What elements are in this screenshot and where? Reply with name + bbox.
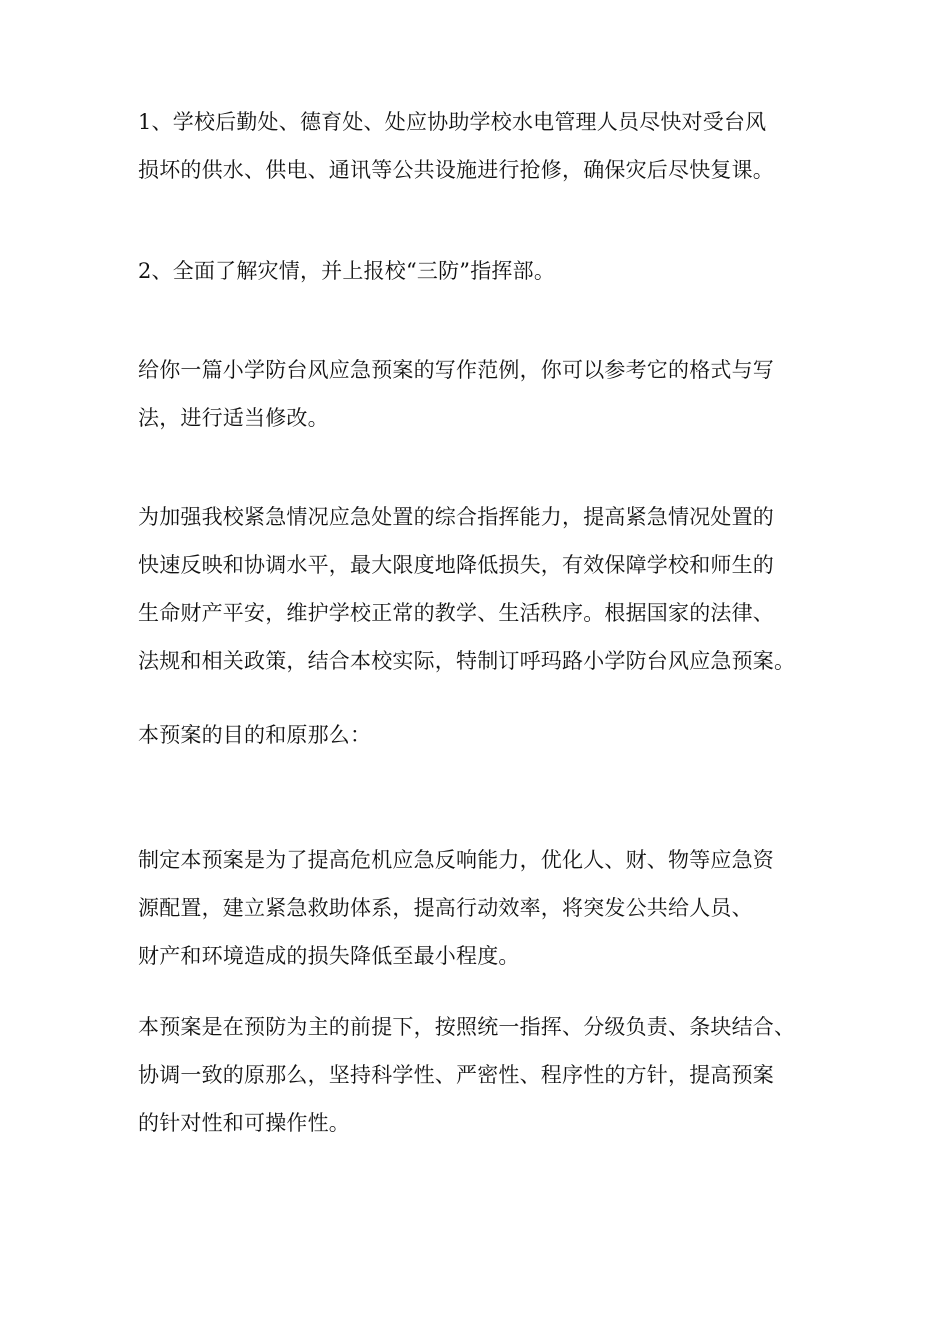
text-line: 快速反映和协调水平，最大限度地降低损失，有效保障学校和师生的 bbox=[138, 553, 774, 577]
text-line: 本预案的目的和原那么： bbox=[138, 723, 372, 747]
text-line: 给你一篇小学防台风应急预案的写作范例，你可以参考它的格式与写 bbox=[138, 358, 774, 382]
text-line: 2、全面了解灾情，并上报校“三防”指挥部。 bbox=[138, 259, 556, 283]
text-line: 协调一致的原那么，坚持科学性、严密性、程序性的方针，提高预案 bbox=[138, 1063, 774, 1087]
paragraph-report-disaster bbox=[138, 247, 838, 295]
text-line: 为加强我校紧急情况应急处置的综合指挥能力，提高紧急情况处置的 bbox=[138, 505, 774, 529]
text-line: 生命财产平安，维护学校正常的教学、生活秩序。根据国家的法律、 bbox=[138, 601, 774, 625]
paragraph-typhoon-repair bbox=[138, 98, 838, 194]
paragraph-purpose-statement bbox=[138, 493, 838, 685]
text-line: 源配置，建立紧急救助体系，提高行动效率，将突发公共给人员、 bbox=[138, 896, 753, 920]
text-line: 法，进行适当修改。 bbox=[138, 406, 329, 430]
paragraph-plan-principle bbox=[138, 1003, 838, 1147]
text-line: 制定本预案是为了提高危机应急反响能力，优化人、财、物等应急资 bbox=[138, 848, 774, 872]
text-line: 财产和环境造成的损失降低至最小程度。 bbox=[138, 944, 520, 968]
paragraph-plan-goal bbox=[138, 836, 838, 980]
text-line: 法规和相关政策，结合本校实际，特制订呼玛路小学防台风应急预案。 bbox=[138, 649, 796, 673]
text-line: 1、学校后勤处、德育处、处应协助学校水电管理人员尽快对受台风 bbox=[138, 110, 767, 134]
text-line: 损坏的供水、供电、通讯等公共设施进行抢修，确保灾后尽快复课。 bbox=[138, 158, 774, 182]
text-line: 的针对性和可操作性。 bbox=[138, 1111, 350, 1135]
paragraph-example-intro bbox=[138, 346, 838, 442]
paragraph-section-heading bbox=[138, 711, 838, 759]
text-line: 本预案是在预防为主的前提下，按照统一指挥、分级负责、条块结合、 bbox=[138, 1015, 796, 1039]
